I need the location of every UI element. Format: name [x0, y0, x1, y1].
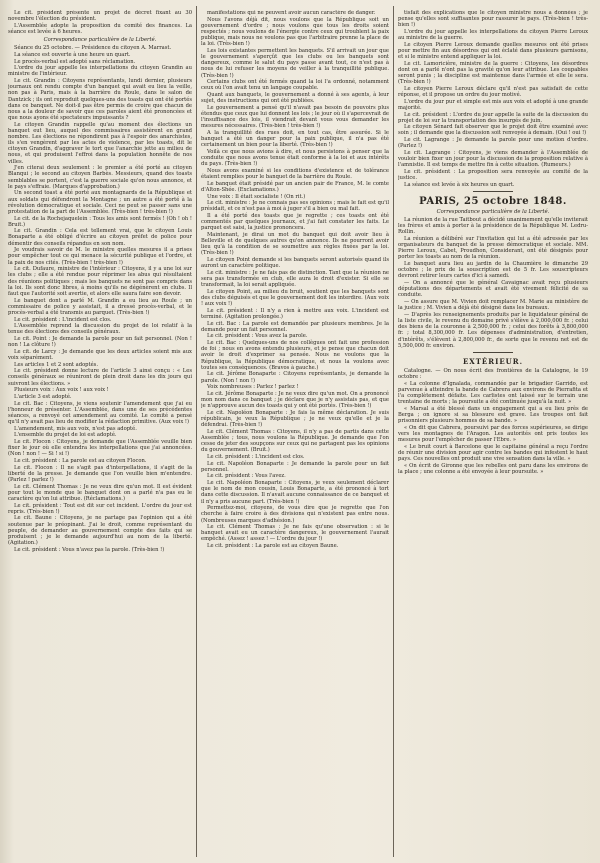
paragraph: Nous l'avons déjà dit, nous voulons que la République soit un gouvernement d'ordre ; nous voulons que tous les droits soient respectés ; nous voulons de l'énergie contre ceux qui troublent la paix publique, mais nous ne voulons pas que l'arbitraire prenne la place de la loi. (Très-bien !) [201, 16, 389, 48]
paragraph: Le citoyen Pierre Leroux déclare qu'il n'est pas satisfait de cette réponse, et il propose un ordre du jour motivé. [398, 85, 588, 99]
paragraph: Le cit. Baune : Citoyens, je ne partage pas l'opinion qui a été soutenue par le préopinant. J'ai le droit, comme représentant du peuple, de demander au gouvernement compte des faits qui se produisent ; je le demande aujourd'hui au nom de la liberté. (Agitation.) [8, 515, 192, 546]
paragraph: Le cit. ministre : Je ne fais pas de distinction. Tant que la réunion ne sera pas transformée en club, elle aura le droit d'exister. Si elle se transformait, la loi serait appliquée. [201, 269, 389, 289]
paragraph: L'Assemblée adopte la proposition du comité des finances. La séance est levée à 6 heures. [8, 22, 192, 35]
paragraph: Le cit. président présente un projet de décret fixant au 30 novembre l'élection du président. [8, 10, 192, 23]
paragraph: Le citoyen Pierre Leroux demande quelles mesures ont été prises pour mettre fin aux désordres qui ont éclaté dans plusieurs garnisons, et si le ministre entend appliquer la loi. [398, 41, 588, 61]
paragraph: Quant aux banquets, le gouvernement a donné à ses agents, à leur sujet, des instructions qui ont été publiées. [201, 92, 389, 105]
paragraph: Le cit. président : Vous l'avez. [207, 473, 286, 480]
paragraph: Les articles 1 et 2 sont adoptés. [14, 361, 98, 368]
paragraph: Je voudrais savoir de M. le ministre quelles mesures il a prises pour empêcher tout ce qui menace la sécurité publique et l'ordre, et la paix de nos cités. (Très-bien ! très-bien !) [8, 247, 192, 266]
paragraph: Le cit. président : Il n'y a rien à mettre aux voix. L'incident est terminé. (Agitation prolongée.) [201, 307, 389, 320]
paragraph: Le cit. Clément Thomas : Je ne veux dire qu'un mot. Il est évident pour tout le monde que le banquet dont on a parlé n'a pas eu le caractère qu'on lui attribue. (Réclamations.) [8, 483, 192, 502]
column-1 [8, 10, 192, 857]
paragraph: « Le bruit court à Barcelone que le capitaine général a reçu l'ordre de réunir une division pour agir contre les bandes qui infestent le haut pays. Ces nouvelles ont produit une vive sensation dans la ville. » [398, 443, 588, 462]
paragraph: — On a annoncé que le général Cavaignac avait reçu plusieurs députations des départements et avait été vivement félicité de sa conduite. [398, 280, 588, 299]
paragraph: Le cit. Grandin : Cela est tellement vrai, que le citoyen Louis Bonaparte a été obligé d'écrire au citoyen préfet de police pour démentir des conseils répandus en son nom. [8, 228, 192, 247]
paragraph: Le cit. président : Vous avez la parole. [207, 333, 308, 340]
paragraph: L'article 3 est adopté. [14, 393, 72, 400]
paragraph: Le cit. Grandin : Citoyens représentants, lundi dernier, plusieurs journaux ont rendu compte d'un banquet qui avait eu lieu la veille, non pas à Paris, mais à la barrière du Roule, dans le salon de Dantzick ; ils ont reproduit quelques-uns des toasts qui ont été portés dans ce banquet. Ne doit-il pas être permis de croire que chacun de nous a la douleur de savoir que ces paroles aient été prononcées et que nous ayons été spectateurs impuissants ? [8, 78, 192, 121]
paragraph: Nous avons examiné si les conditions d'existence et de tolérance étaient remplies pour le banquet de la barrière du Roule. [201, 167, 389, 181]
paragraph: Le cit. président : La parole est au citoyen Flocon. [14, 457, 147, 464]
paragraph: manifestations qui ne peuvent avoir aucun caractère de danger. [207, 10, 376, 16]
paragraph: Le citoyen Sénard fait observer que le projet doit être examiné avec soin ; il demande que la discussion soit renvoyée à demain. (Oui ! oui !) [398, 124, 588, 137]
paragraph: L'ordre du jour pur et simple est mis aux voix et adopté à une grande majorité. [398, 98, 588, 111]
paragraph: Le banquet était présidé par un ancien pair de France, M. le comte d'Alton-Shée. (Exclamations.) [201, 180, 389, 193]
paragraph: L'ensemble du projet de loi est adopté. [14, 432, 117, 439]
paragraph: Le cit. de la Rochejaquelein : Tous les amis sont fermés ! (Oh ! oh ! Bruit.) [8, 215, 192, 228]
column-divider [196, 6, 197, 857]
paragraph: Les lois existantes permettent les banquets. S'il arrivait un jour que le gouvernement s'aperçût que les clubs ou les banquets sont dangereux, comme le salut du pays passe avant tout, ce n'est pas à nous de lui refuser les moyens de veiller à la tranquillité publique. (Très-bien !) [201, 47, 389, 79]
paragraph: La réunion a délibéré sur l'invitation qui lui a été adressée par les organisateurs du banquet de la presse démocratique et sociale. MM. Pierre Leroux, Cabet, Proudhon, Considerant, ont été désignés pour porter les toasts au nom de la réunion. [398, 236, 588, 261]
paragraph: « On dit que Cabrera, poursuivi par des forces supérieures, se dirige vers les montagnes de l'Aragon. Les autorités ont pris toutes les mesures pour l'empêcher de passer l'Ebre. » [398, 424, 588, 444]
paragraph: Le cit. Napoléon Bonaparte : Citoyens, je veux seulement déclarer que le nom de mon cousin, Louis Bonaparte, a été prononcé à tort dans cette discussion. Il n'avait aucune connaissance de ce banquet et il n'y a pris aucune part. (Très-bien !) [201, 480, 389, 505]
paragraph: Une voix : Il était socialiste ! (On rit.) [207, 193, 306, 200]
separator-rule [473, 191, 513, 192]
paragraph: Le banquet dont a parlé M. Grandin a eu lieu au Roule ; un commissaire de police y assistait, il a dressé procès-verbal, et le procès-verbal a été transmis au parquet. (Très-bien !) [8, 297, 192, 316]
paragraph: Le cit. Bac : Quelques-uns de nos collègues ont fait une profession de foi ; nous en avons entendu plusieurs, et je pense que chacun doit avoir le droit d'exprimer sa pensée. Nous ne voulons que la République, la République démocratique, et nous la voulons avec toutes ses conséquences. (Bravos à gauche.) [201, 340, 389, 371]
subheading: Correspondance particulière de la Liberté. [436, 208, 550, 215]
paragraph: tisfait des explications que le citoyen ministre nous a données ; je pense qu'elles sont suffisantes pour rassurer le pays. (Très-bien ! très-bien !) [398, 10, 588, 29]
paragraph: Le citoyen Grandin rappelle qu'au moment des élections un banquet eut lieu, auquel des commissaires assistèrent en grand nombre. Les élections ne répondirent pas à l'espoir des anarchistes, ils s'en vengèrent par les actes de violence, par les toasts, dit le citoyen Grandin, d'aggraver le tort que l'anarchie jette au milieu de nous, et qui produisent l'effroi dans la population honnête de nos villes. [8, 121, 192, 165]
paragraph: Le gouvernement a pensé qu'il n'avait pas besoin de pouvoirs plus étendus que ceux que lui donnent les lois ; le jour où il s'apercevrait de l'insuffisance des lois, il viendrait devant vous vous demander les mesures nécessaires. (Très-bien ! très-bien !) [201, 104, 389, 130]
paragraph: « La colonne d'Ignalada, commandée par le brigadier Garrido, est parvenue à atteindre la bande de Cabrera aux environs de Pierrafita et l'a complètement défaite. Les carlistes ont laissé sur le terrain une trentaine de morts ; la poursuite a été continuée jusqu'à la nuit. » [398, 380, 588, 406]
paragraph: Le cit. président : La proposition sera renvoyée au comité de la justice. [398, 168, 588, 182]
paragraph: Le cit. Clément Thomas : Je ne fais qu'une observation : si le banquet avait eu un caractère dangereux, le gouvernement l'aurait empêché. (Assez ! assez ! — L'ordre du jour !) [201, 524, 389, 543]
dateline: PARIS, 25 octobre 1848. [419, 195, 567, 207]
paragraph: L'Assemblée reprend la discussion du projet de loi relatif à la tenue des élections des conseils généraux. [8, 323, 192, 336]
paragraph: Permettez-moi, citoyens, de vous dire que je regrette que l'on cherche à faire croire à des divisions qui n'existent pas entre nous. (Nombreuses marques d'adhésion.) [201, 505, 389, 524]
column-3 [398, 10, 588, 857]
paragraph: Un second toast a été porté aux montagnards de la République et aux soldats qui défendront la Montagne ; un autre a été porté à la révolution démocratique et sociale. Ceci ne peut se passer sans une protestation de la part de l'Assemblée. (Très-bien ! très-bien !) [8, 190, 192, 215]
paragraph: Le procès-verbal est adopté sans réclamation. [14, 58, 136, 65]
paragraph: La séance est levée à six heures un quart. [404, 181, 515, 188]
paragraph: — On assure que M. Vivien doit remplacer M. Marie au ministère de la justice ; M. Vivien a déjà été désigné dans les bureaux. [398, 299, 588, 312]
paragraph: L'amendement, mis aux voix, n'est pas adopté. [14, 425, 137, 432]
paragraph: Le cit. Bac : La parole est demandée par plusieurs membres. Je la demande pour un fait personnel. [201, 320, 389, 333]
paragraph: L'ordre du jour appelle les interpellations du citoyen Pierre Leroux au ministre de la guerre. [398, 28, 588, 42]
section-title: EXTÉRIEUR. [462, 356, 524, 366]
paragraph: Le citoyen Point, au milieu du bruit, soutient que les banquets sont des clubs déguisés et que le gouvernement doit les interdire. (Aux voix ! aux voix !) [201, 288, 389, 308]
paragraph: Le cit. Napoléon Bonaparte : Je fais la même déclaration. Je suis républicain, je veux la République ; je ne veux qu'elle et je la défendrai. (Très-bien !) [201, 409, 389, 429]
separator-rule [473, 352, 513, 353]
paragraph: Le cit. Bac : Citoyens, je viens soutenir l'amendement que j'ai eu l'honneur de présenter. L'Assemblée, dans une de ses précédentes séances, a renvoyé cet amendement au comité. Le comité a pensé qu'il n'y avait pas lieu de modifier la rédaction primitive. (Aux voix !) [8, 400, 192, 425]
paragraph: A la tranquillité des rues doit, en tout cas, être assurée. Si le banquet a été un danger pour la paix publique, il n'a pas été certainement un bien pour la liberté. (Très-bien !) [201, 129, 389, 149]
paragraph: Le cit. Jérôme Bonaparte : Citoyens représentants, je demande la parole. (Non ! non !) [201, 371, 389, 384]
paragraph: Le cit. Lagrange : Je demande la parole pour une motion d'ordre. (Parlez !) [398, 137, 588, 150]
paragraph: Le cit. président : Vous n'avez pas la parole. (Très-bien !) [14, 546, 165, 553]
paragraph: Le cit. président donne lecture de l'article 3 ainsi conçu : « Les conseils généraux se réuniront de plein droit dans les dix jours qui suivront les élections. » [8, 368, 192, 387]
paragraph: J'en citerai deux seulement : le premier a été porté au citoyen Blanqui ; le second au citoyen Barbès. Messieurs, quand des toasts semblables se portent, c'est la guerre sociale qu'on nous annonce, et le pays s'effraie. (Marques d'approbation.) [8, 165, 192, 190]
paragraph: Le cit. président : L'incident est clos. [14, 316, 112, 323]
paragraph: Le cit. Jérôme Bonaparte : Je ne veux dire qu'un mot. On a prononcé mon nom dans ce banquet ; je déclare que je n'y assistais pas, et que je n'approuve aucun des toasts qui y ont été portés. (Très-bien !) [201, 390, 389, 410]
paragraph: La séance est ouverte à une heure un quart. [14, 51, 131, 58]
paragraph: Il a été porté des toasts que je regrette ; ces toasts ont été commentés par quelques journaux, et j'ai fait constater les faits. Le parquet est saisi, la justice prononcera. [201, 213, 389, 232]
paragraph: Le cit. de Larcy : Je demande que les deux articles soient mis aux voix séparément. [8, 348, 192, 361]
paragraph: Séance du 25 octobre. — Présidence du citoyen A. Marrast. [14, 45, 172, 52]
column-divider [393, 6, 394, 857]
paragraph: Le cit. Lagrange : Citoyens, je viens demander à l'Assemblée de vouloir bien fixer un jour pour la discussion de la proposition relative à l'amnistie. Il est temps de mettre fin à cette situation. (Rumeurs.) [398, 149, 588, 169]
paragraph: Le cit. Flocon : Citoyens, je demande que l'Assemblée veuille bien fixer le jour où elle entendra les interpellations que j'ai annoncées. (Non ! non ! — Si ! si !) [8, 438, 192, 458]
paragraph: Maintenant, je dirai un mot du banquet qui doit avoir lieu à Belleville et de quelques autres qu'on annonce. Ils ne pourront avoir lieu qu'à la condition de se soumettre aux règles fixées par la loi. (Très-bien !) [201, 231, 389, 257]
paragraph: — D'après les renseignements produits par le liquidateur général de la liste civile, le revenu du domaine privé s'élève à 2,000,000 fr. ; celui des biens de la couronne à 2,500,000 fr. ; celui des forêts à 3,800,000 fr. ; total 8,300,000 fr. Les dépenses d'administration, d'entretien, d'intérêts, s'élèvent à 2,800,000 fr., de sorte que le revenu net est de 5,500,000 fr. environ. [398, 311, 588, 349]
paragraph: « Marsal a été blessé dans un engagement qui a eu lieu près de Berga ; on ignore si sa blessure est grave. Les troupes ont fait prisonniers plusieurs hommes de sa bande. » [398, 405, 588, 425]
paragraph: Plusieurs voix : Aux voix ! aux voix ! [14, 387, 109, 394]
paragraph: Catalogne. — On nous écrit des frontières de la Catalogne, le 19 octobre : [398, 367, 588, 380]
paragraph: Le cit. président : La parole est au citoyen Baune. [207, 543, 339, 550]
paragraph: Voilà ce que nous avions à dire, et nous persistons à penser que la conduite que nous avons tenue était conforme à la loi et aux intérêts du pays. (Très-bien !) [201, 148, 389, 168]
paragraph: Le cit. Dufaure, ministre de l'intérieur : Citoyens, il y a une loi sur les clubs ; elle a été rendue pour réprimer les abus qui résultaient des réunions politiques ; mais les banquets ne sont pas compris dans la loi. Ils sont donc libres, à moins qu'ils ne dégénèrent en clubs. Il faut que l'autorité soit avertie, et alors elle saura faire son devoir. [8, 266, 192, 297]
paragraph: Le cit. président : Tout est dit sur cet incident. L'ordre du jour est repris. (Très-bien !) [8, 502, 192, 515]
paragraph: Le cit. Clément Thomas : Citoyens, il n'y a pas de partis dans cette Assemblée ; tous, nous voulons la République. Je demande que l'on cesse de jeter des soupçons sur ceux qui ne partagent pas les opinions du gouvernement. (Bruit.) [201, 428, 389, 454]
paragraph: La réunion de la rue Taitbout a décidé unanimement qu'elle inviterait les frères et amis à porter à la présidence de la République M. Ledru-Rollin. [398, 217, 588, 236]
paragraph: « On écrit de Gironne que les rebelles ont paru dans les environs de la place ; une colonne a été envoyée à leur poursuite. » [398, 462, 588, 475]
paragraph: Voix nombreuses : Parlez ! parlez ! [207, 384, 299, 391]
paragraph: Le cit. président : L'ordre du jour appelle la suite de la discussion du projet de loi sur la transportation des insurgés de juin. [398, 111, 588, 124]
paragraph: Le cit. président : L'incident est clos. [207, 453, 305, 460]
paragraph: Certains clubs ont été fermés quand la loi l'a ordonné, notamment ceux où l'on avait tenu un langage coupable. [201, 79, 389, 92]
column-2 [201, 10, 389, 857]
paragraph: Le cit. Lamoricière, ministre de la guerre : Citoyens, les désordres dont on a parlé n'ont pas la gravité qu'on leur attribue. Les coupables seront punis ; la discipline est maintenue dans l'armée et elle le sera. (Très-bien !) [398, 60, 588, 86]
paragraph: L'ordre du jour appelle les interpellations du citoyen Grandin au ministre de l'intérieur. [8, 65, 192, 78]
paragraph: Le citoyen Point demande si les banquets seront autorisés quand ils auront un caractère politique. [201, 257, 389, 270]
paragraph: Le cit. Napoléon Bonaparte : Je demande la parole pour un fait personnel. [201, 460, 389, 473]
paragraph: Le cit. Point : Je demande la parole pour un fait personnel. (Non ! non ! La clôture !) [8, 335, 192, 349]
paragraph: Le cit. ministre : Je ne connais pas ses opinions ; mais le fait est qu'il présidait, et ce n'est pas à moi à juger s'il a bien ou mal fait. [201, 200, 389, 213]
correspondence-heading: Correspondance particulière de la Liberté. [43, 37, 157, 44]
paragraph: Le banquet aura lieu au jardin de la Chaumière le dimanche 29 octobre ; le prix de la souscription est de 5 fr. Les souscripteurs devront retirer leurs cartes d'ici à samedi. [398, 261, 588, 280]
paragraph: Le cit. Flocon : Il ne s'agit pas d'interpellations, il s'agit de la liberté de la presse. Je demande que l'on veuille bien m'entendre. (Parlez ! parlez !) [8, 464, 192, 483]
